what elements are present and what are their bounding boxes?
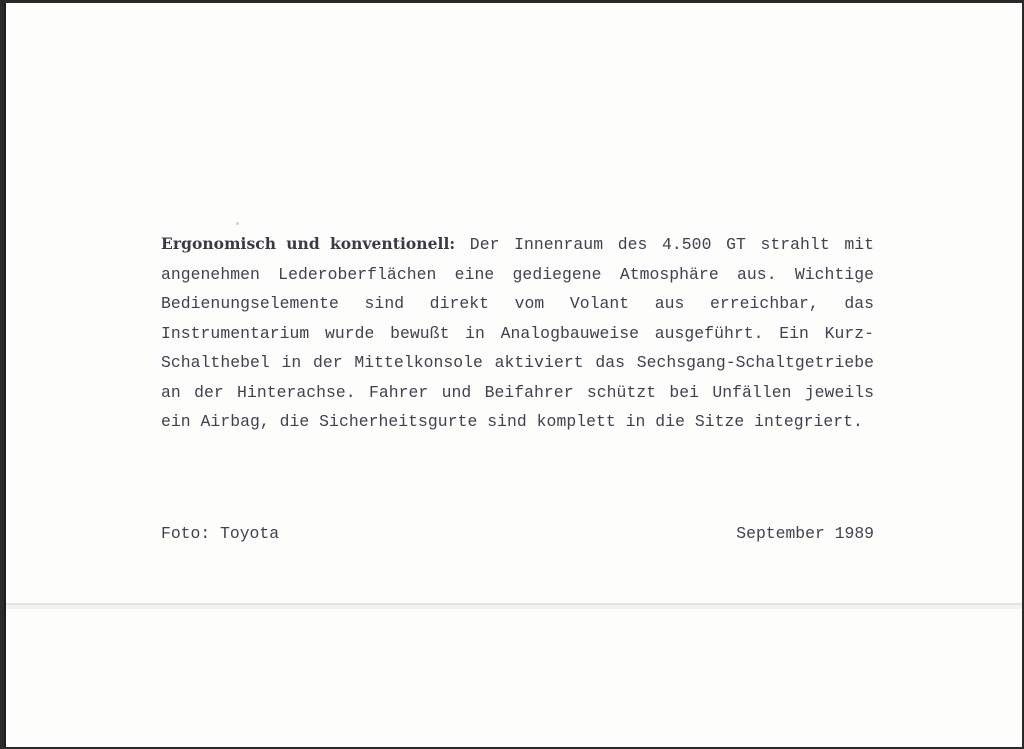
document-page bbox=[4, 3, 1022, 747]
paper-fold-shadow bbox=[6, 605, 1022, 609]
caption-body: Der Innenraum des 4.500 GT strahlt mit angenehmen Lederoberflächen eine gediegene Atmosphäre aus. Wichtige Bedienungselemente sind direkt vom Volant aus erreichbar, das Instrumentarium wurde bewußt in Analogbauweise ausgeführt. Ein Kurz-Schalthebel in der Mittelkonsole aktiviert das Sechsgang-Schaltgetriebe an der Hinterachse. Fahrer und Beifahrer schützt bei Unfällen jeweils ein Airbag, die Sicherheitsgurte sind komplett in die Sitze integriert. bbox=[161, 235, 874, 431]
caption-date: September 1989 bbox=[736, 524, 874, 543]
caption-footer bbox=[161, 524, 874, 543]
photo-credit: Foto: Toyota bbox=[161, 524, 280, 543]
caption-lead: Ergonomisch und konventionell: bbox=[161, 234, 456, 253]
caption-paragraph bbox=[161, 229, 874, 437]
paper-speck bbox=[236, 222, 239, 225]
